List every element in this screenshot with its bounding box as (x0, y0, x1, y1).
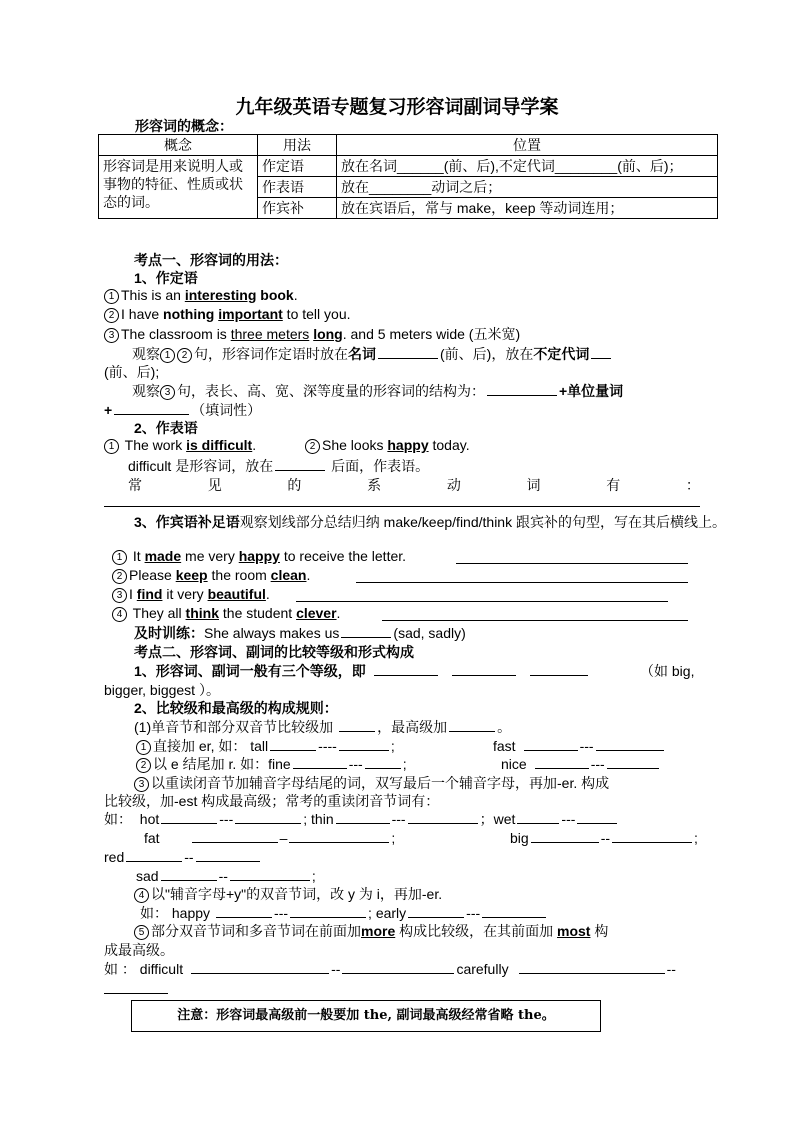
rule-1-b-2: nice --- (501, 754, 661, 772)
rule-1-c-big: big -- ; (510, 830, 698, 846)
col-header-usage: 用法 (258, 135, 337, 156)
point2-heading: 考点二、形容词、副词的比较等级和形式构成 (134, 644, 414, 660)
example-comp-3: 3 I find it very beautiful. (112, 586, 270, 603)
answer-line[interactable] (456, 563, 688, 564)
example-pred-1: 1 The work is difficult. (104, 437, 256, 454)
practice: 及时训练：She always makes us (sad, sadly) (134, 625, 466, 641)
position-predicative: 放在________动词之后； (337, 177, 718, 198)
blank[interactable] (591, 344, 611, 359)
point1-sub1: 1、作定语 (134, 270, 198, 286)
point2-sub1: 1、形容词、副词一般有三个等级，即 (134, 661, 590, 681)
answer-line[interactable] (382, 620, 688, 621)
rule-1-c-red: red -- (104, 847, 262, 865)
col-header-concept: 概念 (99, 135, 258, 156)
example-comp-2: 2 Please keep the room clean. (112, 567, 310, 584)
predicative-note: difficult 是形容词，放在 后面，作表语。 (128, 458, 430, 474)
rule-1-c-2: 比较级，加-est 构成最高级；常考的重读闭音节词有： (104, 793, 440, 809)
number-circle: 2 (104, 308, 119, 323)
example-attr-1: 1 This is an interesting book. (104, 287, 298, 304)
rule-1-c-sad: sad -- ; (136, 868, 316, 884)
rule-1-a: 1 直接加 er, 如： tall ---- ; (136, 736, 395, 756)
page-title: 九年级英语专题复习形容词副词导学案 (235, 96, 559, 118)
example-attr-3: 3 The classroom is three meters long. and 5 meters wide (五米宽) (104, 324, 520, 344)
blank[interactable] (341, 623, 391, 638)
concept-definition: 形容词是用来说明人或事物的特征、性质或状态的词。 (99, 156, 258, 219)
rule-1-e: 5 部分双音节词和多音节词在前面加more 构成比较级，在其前面加 most 构 (134, 921, 608, 941)
blank[interactable] (374, 661, 438, 676)
rule-1: (1)单音节和部分双音节比较级加 ，最高级加 。 (134, 719, 512, 735)
example-pred-2: 2 She looks happy today. (305, 437, 470, 454)
example-comp-4: 4 They all think the student clever. (112, 605, 340, 622)
point2-sub2: 2、比较级和最高级的构成规则： (134, 700, 338, 716)
answer-line[interactable] (296, 601, 668, 602)
number-circle: 1 (104, 289, 119, 304)
usage-attributive: 作定语 (258, 156, 337, 177)
answer-line[interactable] (356, 582, 688, 583)
observation-2: 观察 3 句，表长、高、宽、深等度量的形容词的结构为： +单位量词 (132, 383, 624, 399)
col-header-position: 位置 (337, 135, 718, 156)
observation-2-cont: + （填词性） (104, 402, 262, 418)
blank[interactable] (378, 344, 438, 359)
answer-line[interactable] (104, 993, 168, 994)
point2-sub1-line2: bigger, biggest ）。 (104, 682, 220, 698)
point1-heading: 考点一、形容词的用法： (134, 252, 288, 268)
usage-complement: 作宾补 (258, 198, 337, 219)
blank[interactable] (275, 456, 325, 471)
usage-predicative: 作表语 (258, 177, 337, 198)
rule-1-b: 2 以 e 结尾加 r. 如：fine --- ; (136, 754, 407, 774)
blank[interactable] (339, 717, 375, 732)
rule-1-a-2: fast --- (493, 736, 666, 754)
concept-table (98, 134, 718, 219)
example-attr-2: 2 I have nothing important to tell you. (104, 306, 351, 323)
rule-1-e-examples: 如 ： difficult -- carefully -- (104, 961, 676, 977)
blank[interactable] (530, 661, 588, 676)
rule-1-d-examples: 如： happy --- ; early --- (140, 903, 548, 923)
rule-1-d: 4 以"辅音字母+y"的双音节词，改 y 为 i，再加-er. (134, 884, 442, 904)
observation-1: 观察 1 2 句，形容词作定语时放在名词 (前、后)，放在不定代词 (132, 344, 613, 364)
point1-sub2: 2、作表语 (134, 420, 198, 436)
rule-1-c: 3 以重读闭音节加辅音字母结尾的词，双写最后一个辅音字母，再加-er. 构成 (134, 773, 609, 793)
note-box: 注意：形容词最高级前一般要加 the, 副词最高级经常省略 the。 (131, 1000, 601, 1032)
blank[interactable] (449, 717, 495, 732)
common-linking-verbs: 常 见 的 系 动 词 有 ： (128, 477, 700, 493)
point1-sub3: 3、作宾语补足语观察划线部分总结归纳 make/keep/find/think 跟宾补的句型，写在其后横线上。 (134, 514, 726, 530)
concept-label: 形容词的概念： (135, 118, 233, 134)
example-comp-1: 1 It made me very happy to receive the letter. (112, 548, 406, 565)
answer-line[interactable] (104, 506, 700, 507)
blank[interactable] (487, 381, 557, 396)
observation-1-cont: (前、后); (104, 364, 160, 380)
blank[interactable] (114, 400, 189, 415)
rule-1-c-examples: 如： hot --- ; thin --- ；wet --- (104, 809, 619, 829)
position-complement: 放在宾语后，常与 make，keep 等动词连用； (337, 198, 718, 219)
rule-1-e-2: 成最高级。 (104, 942, 174, 958)
rule-1-c-fat: fat – ; (144, 830, 396, 846)
point2-sub1-tail: （如 big, (640, 663, 695, 679)
blank[interactable] (452, 661, 516, 676)
position-attributive: 放在名词______(前、后),不定代词________(前、后)； (337, 156, 718, 177)
number-circle: 3 (104, 328, 119, 343)
